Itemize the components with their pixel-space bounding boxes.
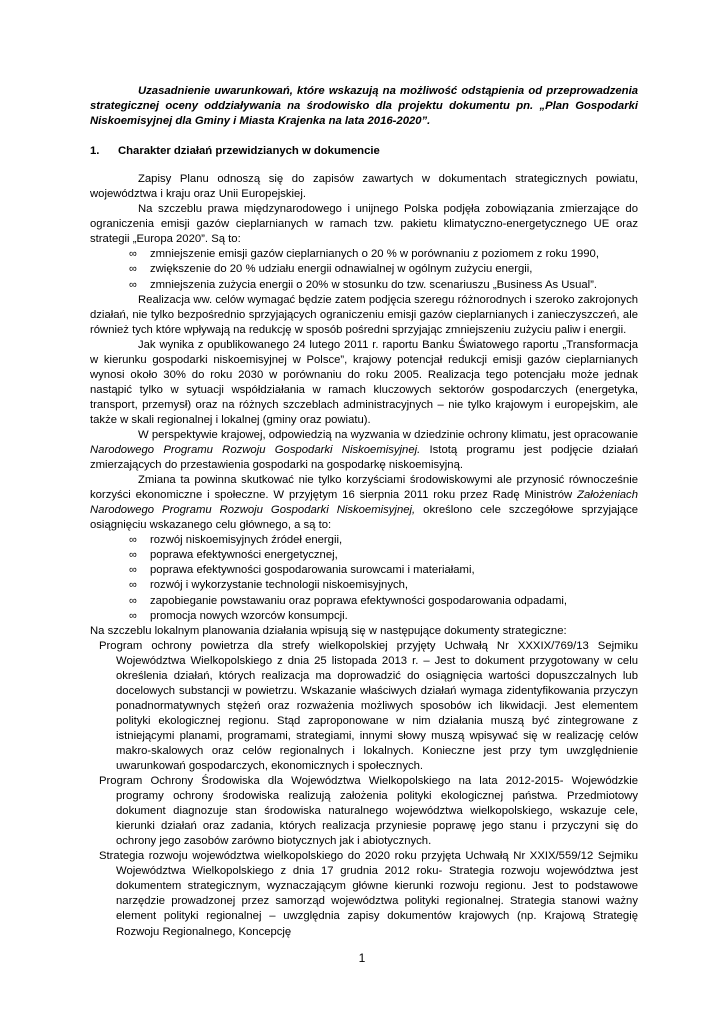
paragraph-italic-text: Założeniach Narodowego Programu Rozwoju Gospodarki Niskoemisyjnej, — [90, 489, 638, 517]
list-item-text: zmniejszenie emisji gazów cieplarnianych o 20 % w porównaniu z poziomem z roku 1990, — [150, 248, 599, 261]
list-item — [129, 609, 638, 624]
list-item-text: rozwój niskoemisyjnych źródeł energii, — [150, 534, 343, 547]
paragraph: Na szczeblu lokalnym planowania działania wpisują się w następujące dokumenty strategiczne: — [90, 624, 567, 637]
list-item — [129, 548, 638, 563]
list-item-text: zmniejszenia zużycia energii o 20% w stosunku do tzw. scenariuszu „Business As Usual”. — [150, 278, 598, 291]
list-item — [129, 247, 638, 262]
page-number: 1 — [358, 951, 366, 965]
paragraph: Na szczeblu prawa międzynarodowego i unijnego Polska podjęła zobowiązania zmierzające do ograniczenia emisji gazów cieplarnianych w ramach tzw. pakietu klimatyczno-energetycznego UE oraz strategii „Europa 2020”. Są to: — [90, 203, 638, 246]
paragraph-text: określono cele szczegółowe sprzyjające osiągnięciu wskazanego celu głównego, a są to: — [90, 504, 638, 532]
list-item-text: poprawa efektywności energetycznej, — [150, 549, 338, 562]
program-item: Strategia rozwoju województwa wielkopolskiego do 2020 roku przyjęta Uchwałą Nr XXIX/559/12 Sejmiku Województwa Wielkopolskiego z dnia 17 grudnia 2012 roku- Strategia rozwoju województwa jest dokumentem strategicznym, wyznaczającym główne kierunki rozwoju regionu. Jest to podstawowe narzędzie prowadzonej przez samorząd województwa polityki regionalnej. Strategia stanowi ważny element polityki regionalnej – uwzględnia zapisy dokumentów krajowych (np. Krajową Strategię Rozwoju Regionalnego, Koncepcję — [99, 850, 638, 938]
title-part-1: Uzasadnienie uwarunkowań, które wskazują na możliwość odstąpienia od przeprowadzenia strategicznej oceny oddziaływania na środowisko dla projektu dokumentu pn. — [90, 85, 638, 113]
infinity-bullet-icon: ∞ — [129, 534, 137, 547]
list-item-text: poprawa efektywności gospodarowania surowcami i materiałami, — [150, 564, 475, 577]
list-item — [129, 578, 638, 593]
paragraph-text: Istotą programu jest podjęcie działań zmierzających do przestawienia gospodarki na gospodarkę niskoemisyjną. — [90, 444, 638, 472]
document-page — [90, 84, 638, 940]
infinity-bullet-icon: ∞ — [129, 609, 137, 622]
list-item — [129, 533, 638, 548]
list-item — [129, 278, 638, 293]
paragraph — [90, 428, 638, 473]
list-item-text: zwiększenie do 20 % udziału energii odnawialnej w ogólnym zużyciu energii, — [150, 263, 533, 276]
bullet-list-specific-goals — [90, 533, 638, 623]
infinity-bullet-icon: ∞ — [129, 579, 137, 592]
infinity-bullet-icon: ∞ — [129, 248, 137, 261]
paragraph: Realizacja ww. celów wymagać będzie zatem podjęcia szeregu różnorodnych i szeroko zakrojonych działań, nie tylko bezpośrednio sprzyjających ograniczeniu emisji gazów cieplarnianych i zanieczyszczeń, ale również tych które wpływają na redukcję w sposób pośredni sprzyjając zmniejszeniu zużyciu paliw i energii. — [90, 293, 638, 336]
document-title — [90, 84, 638, 129]
paragraph-text: W perspektywie krajowej, odpowiedzią na wyzwania w dziedzinie ochrony klimatu, jest opracowanie — [138, 428, 638, 441]
list-item-text: rozwój i wykorzystanie technologii niskoemisyjnych, — [150, 579, 409, 592]
paragraph: Zapisy Planu odnoszą się do zapisów zawartych w dokumentach strategicznych powiatu, województwa i kraju oraz Unii Europejskiej. — [90, 173, 638, 201]
list-item-text: zapobieganie powstawaniu oraz poprawa efektywności gospodarowania odpadami, — [150, 594, 567, 607]
title-part-2: „Plan Gospodarki Niskoemisyjnej dla Gminy i Miasta Krajenka na lata 2016-2020”. — [90, 100, 639, 128]
infinity-bullet-icon: ∞ — [129, 594, 137, 607]
paragraph: Jak wynika z opublikowanego 24 lutego 2011 r. raportu Banku Światowego raportu „Transformacja w kierunku gospodarki niskoemisyjnej w Polsce”, krajowy potencjał redukcji emisji gazów cieplarnianych wynosi około 30% do roku 2030 w porównaniu do roku 2005. Realizacja tego potencjału może jednak nastąpić tylko w sytuacji współdziałania w ramach kluczowych sektorów gospodarczych (energetyka, transport, przemysł) oraz na różnych szczeblach administracyjnych – nie tylko krajowym i europejskim, ale także w skali regionalnej i lokalnej (gminy oraz powiatu). — [90, 338, 638, 426]
list-item — [129, 262, 638, 277]
infinity-bullet-icon: ∞ — [129, 278, 137, 291]
program-item: Program Ochrony Środowiska dla Województwa Wielkopolskiego na lata 2012-2015- Wojewódzkie programy ochrony środowiska realizują założenia polityki ekologicznej państwa. Przedmiotowy dokument diagnozuje stan środowiska naturalnego województwa wielkopolskiego, wskazuje cele, kierunki działań oraz zadania, których realizacja przyniesie poprawę jego stanu i przyczyni się do ochrony jego zasobów zarówno biotycznych jak i abiotycznych. — [99, 775, 638, 848]
paragraph-text: Zmiana ta powinna skutkować nie tylko korzyściami środowiskowymi ale przynosić równocześnie korzyści ekonomiczne i społeczne. W przyjętym 16 sierpnia 2011 roku przez Radę Ministrów — [90, 474, 638, 502]
paragraph-italic-text: Narodowego Programu Rozwoju Gospodarki Niskoemisyjnej. — [90, 444, 421, 457]
infinity-bullet-icon: ∞ — [129, 263, 137, 276]
section-title: Charakter działań przewidzianych w dokumencie — [118, 145, 380, 158]
infinity-bullet-icon: ∞ — [129, 564, 137, 577]
bullet-list-climate-goals — [90, 247, 638, 292]
list-item — [129, 563, 638, 578]
section-heading — [90, 144, 638, 159]
list-item-text: promocja nowych wzorców konsumpcji. — [150, 609, 348, 622]
list-item — [129, 594, 638, 609]
program-item: Program ochrony powietrza dla strefy wielkopolskiej przyjęty Uchwałą Nr XXXIX/769/13 Sejmiku Województwa Wielkopolskiego z dnia 25 listopada 2013 r. – Jest to dokument przygotowany w celu określenia działań, których realizacja ma doprowadzić do osiągnięcia wartości dopuszczalnych lub docelowych substancji w powietrzu. Wskazanie właściwych działań wymaga zidentyfikowania przyczyn ponadnormatywnych stężeń oraz rozważenia możliwych sposobów ich likwidacji. Jest elementem polityki ekologicznej regionu. Stąd zaproponowane w nim działania muszą być zintegrowane z istniejącymi planami, programami, strategiami, innymi słowy muszą wpisywać się w realizację celów makro-skalowych oraz celów regionalnych i lokalnych. Konieczne jest przy tym uwzględnienie uwarunkowań gospodarczych, ekonomicznych i społecznych. — [99, 639, 638, 773]
infinity-bullet-icon: ∞ — [129, 549, 137, 562]
paragraph — [90, 473, 638, 533]
section-number: 1. — [90, 145, 100, 158]
